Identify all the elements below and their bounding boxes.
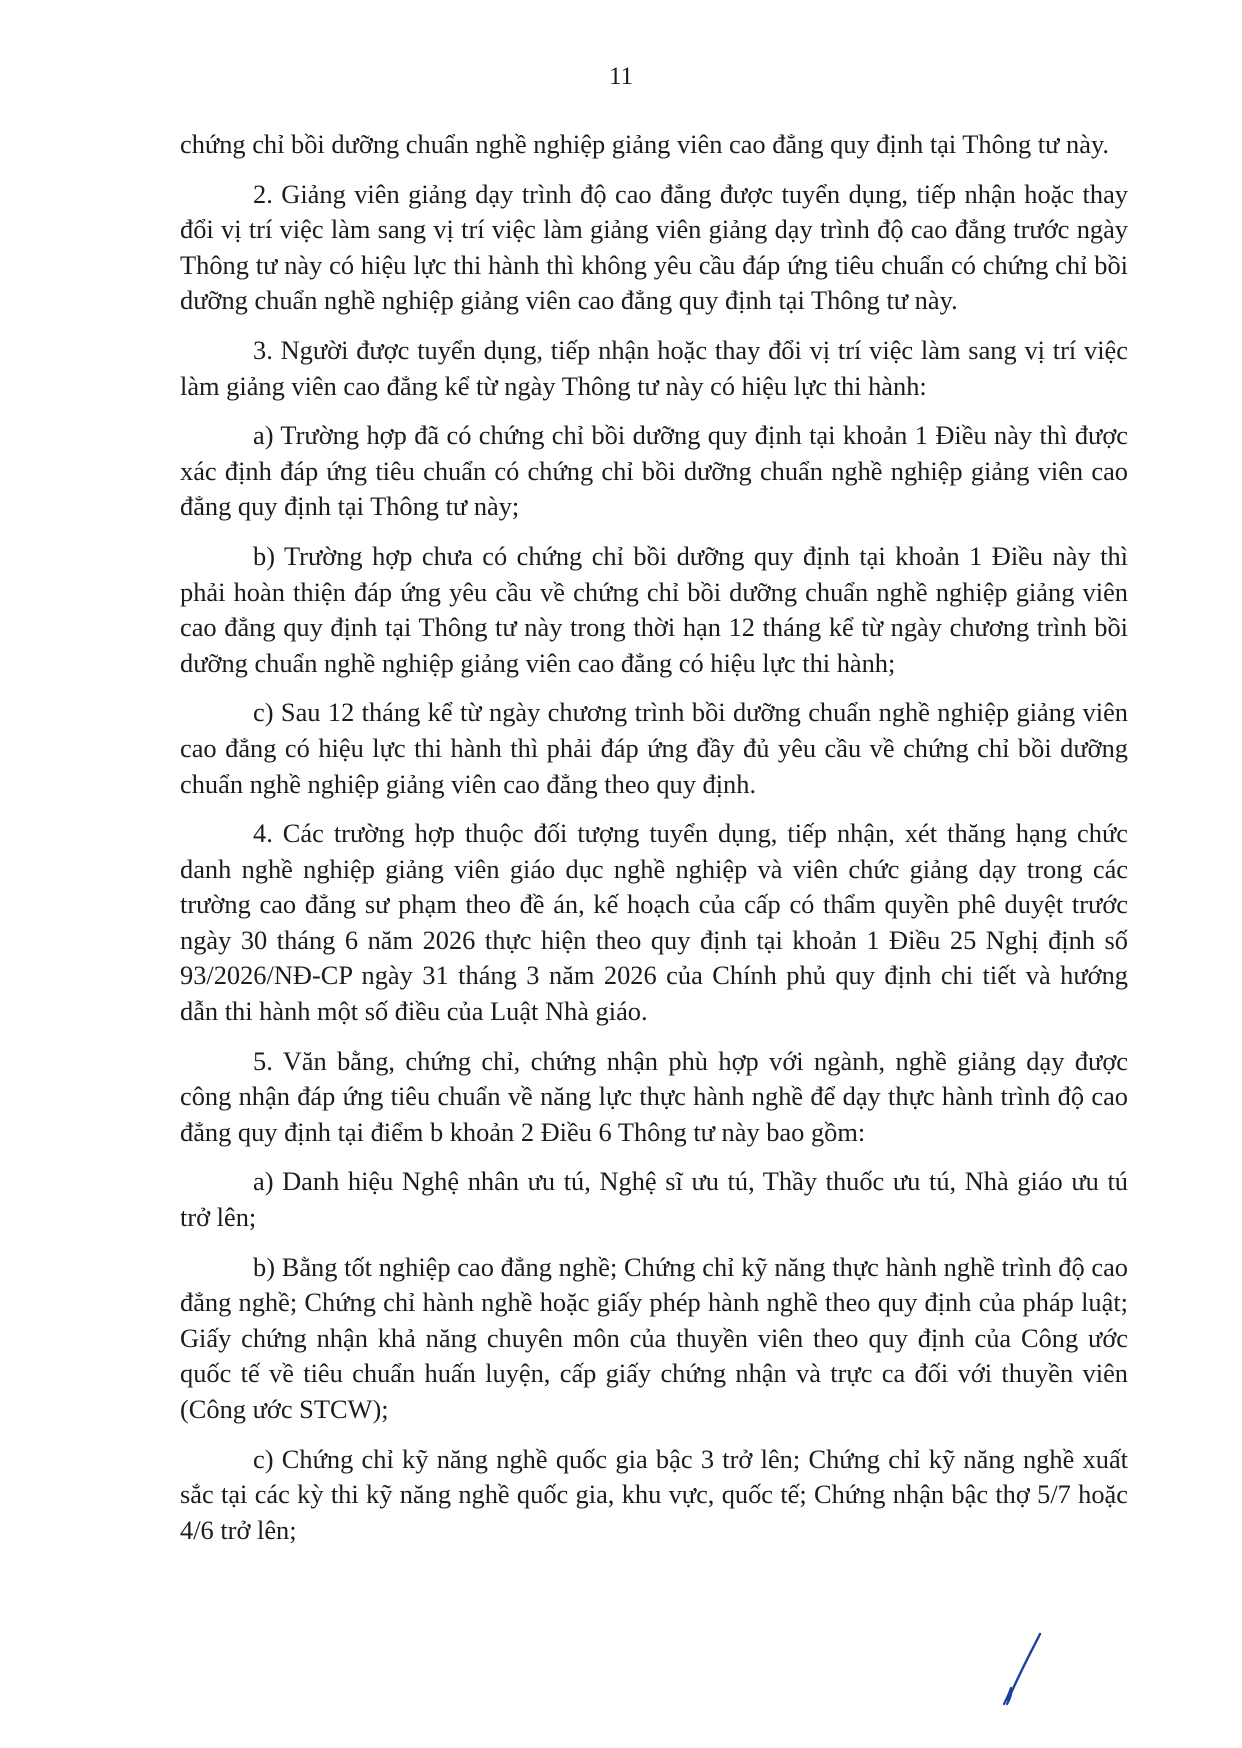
initials-signature-mark bbox=[998, 1630, 1048, 1708]
paragraph-item-5c: c) Chứng chỉ kỹ năng nghề quốc gia bậc 3 trở lên; Chứng chỉ kỹ năng nghề xuất sắc tại các kỳ thi kỹ năng nghề quốc gia, khu vực, quốc tế; Chứng nhận bậc thợ 5/7 hoặc 4/6 trở lên; bbox=[180, 1443, 1128, 1545]
paragraph-item-3b: b) Trường hợp chưa có chứng chỉ bồi dưỡng quy định tại khoản 1 Điều này thì phải hoàn thiện đáp ứng yêu cầu về chứng chỉ bồi dưỡng chuẩn nghề nghiệp giảng viên cao đẳng quy định tại Thông tư này trong thời hạn 12 tháng kể từ ngày chương trình bồi dưỡng chuẩn nghề nghiệp giảng viên cao đẳng có hiệu lực thi hành; bbox=[180, 540, 1128, 678]
document-body bbox=[180, 127, 1128, 1562]
paragraph-item-3a: a) Trường hợp đã có chứng chỉ bồi dưỡng quy định tại khoản 1 Điều này thì được xác định đáp ứng tiêu chuẩn có chứng chỉ bồi dưỡng chuẩn nghề nghiệp giảng viên cao đẳng quy định tại Thông tư này; bbox=[180, 420, 1128, 522]
paragraph-item-3: 3. Người được tuyển dụng, tiếp nhận hoặc thay đổi vị trí việc làm sang vị trí việc làm giảng viên cao đẳng kể từ ngày Thông tư này có hiệu lực thi hành: bbox=[180, 334, 1128, 401]
signature-stroke-hook bbox=[1004, 1688, 1011, 1704]
paragraph-item-4: 4. Các trường hợp thuộc đối tượng tuyển dụng, tiếp nhận, xét thăng hạng chức danh nghề nghiệp giảng viên giáo dục nghề nghiệp và viên chức giảng dạy trong các trường cao đẳng sư phạm theo đề án, kế hoạch của cấp có thẩm quyền phê duyệt trước ngày 30 tháng 6 năm 2026 thực hiện theo quy định tại khoản 1 Điều 25 Nghị định số 93/2026/NĐ-CP ngày 31 tháng 3 năm 2026 của Chính phủ quy định chi tiết và hướng dẫn thi hành một số điều của Luật Nhà giáo. bbox=[180, 818, 1128, 1027]
paragraph-item-5: 5. Văn bằng, chứng chỉ, chứng nhận phù hợp với ngành, nghề giảng dạy được công nhận đáp ứng tiêu chuẩn về năng lực thực hành nghề để dạy thực hành trình độ cao đẳng quy định tại điểm b khoản 2 Điều 6 Thông tư này bao gồm: bbox=[180, 1045, 1128, 1147]
paragraph-item-2: 2. Giảng viên giảng dạy trình độ cao đẳng được tuyển dụng, tiếp nhận hoặc thay đổi vị trí việc làm sang vị trí việc làm giảng viên giảng dạy trình độ cao đẳng trước ngày Thông tư này có hiệu lực thi hành thì không yêu cầu đáp ứng tiêu chuẩn có chứng chỉ bồi dưỡng chuẩn nghề nghiệp giảng viên cao đẳng quy định tại Thông tư này. bbox=[180, 178, 1128, 316]
paragraph-item-5b: b) Bằng tốt nghiệp cao đẳng nghề; Chứng chỉ kỹ năng thực hành nghề trình độ cao đẳng nghề; Chứng chỉ hành nghề hoặc giấy phép hành nghề theo quy định của pháp luật; Giấy chứng nhận khả năng chuyên môn của thuyền viên theo quy định của Công ước quốc tế về tiêu chuẩn huấn luyện, cấp giấy chứng nhận và trực ca đối với thuyền viên (Công ước STCW); bbox=[180, 1251, 1128, 1424]
paragraph-continuation: chứng chỉ bồi dưỡng chuẩn nghề nghiệp giảng viên cao đẳng quy định tại Thông tư này. bbox=[180, 129, 1110, 159]
page-number: 11 bbox=[608, 63, 634, 90]
signature-stroke-main bbox=[1008, 1634, 1040, 1700]
paragraph-item-5a: a) Danh hiệu Nghệ nhân ưu tú, Nghệ sĩ ưu tú, Thầy thuốc ưu tú, Nhà giáo ưu tú trở lên; bbox=[180, 1166, 1128, 1233]
paragraph-item-3c: c) Sau 12 tháng kể từ ngày chương trình bồi dưỡng chuẩn nghề nghiệp giảng viên cao đẳng có hiệu lực thi hành thì phải đáp ứng đầy đủ yêu cầu về chứng chỉ bồi dưỡng chuẩn nghề nghiệp giảng viên cao đẳng theo quy định. bbox=[180, 697, 1128, 799]
